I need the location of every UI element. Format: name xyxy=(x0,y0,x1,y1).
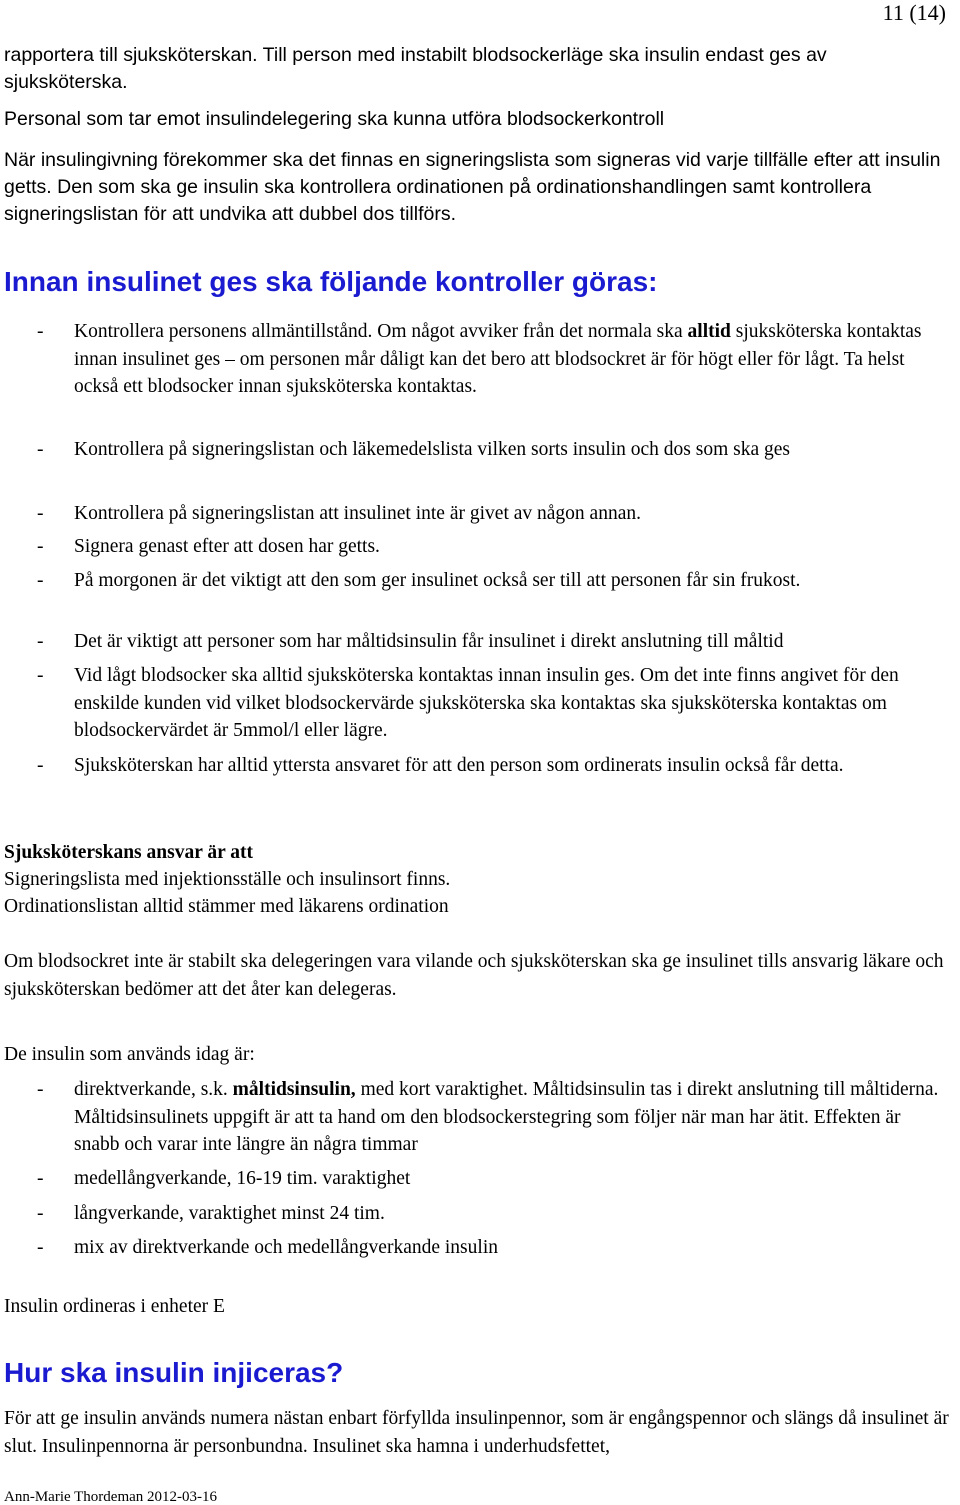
bullet-dash: - xyxy=(37,503,44,524)
list-item: - På morgonen är det viktigt att den som ger insulinet också ser till att personen får sin frukost. xyxy=(0,567,900,595)
list-item: - Det är viktigt att personer som har måltidsinsulin får insulinet i direkt anslutning till måltid xyxy=(0,628,948,656)
units-line: Insulin ordineras i enheter E xyxy=(4,1296,225,1317)
types-list xyxy=(0,1165,948,1193)
intro-paragraph-1: rapportera till sjuksköterskan. Till person med instabilt blodsockerläge ska insulin endast ges av sjuksköterska. xyxy=(4,44,827,93)
nurse-heading: Sjuksköterskans ansvar är att xyxy=(4,842,254,863)
bullet-dash: - xyxy=(37,1237,44,1258)
checks-list xyxy=(0,436,948,464)
bullet-dash: - xyxy=(37,536,44,557)
bullet-dash: - xyxy=(37,570,44,591)
list-item: - direktverkande, s.k. måltidsinsulin, med kort varaktighet. Måltidsinsulin tas i direkt anslutning till måltiderna. Måltidsinsulinets uppgift är att ta hand om den blodsockerstegring som följer när man har ätit. Effekten är snabb och varar inte längre än några timmar xyxy=(0,1076,948,1159)
checks-list xyxy=(0,500,948,528)
list-item: - Kontrollera på signeringslistan att insulinet inte är givet av någon annan. xyxy=(0,500,948,528)
list-item: - medellångverkande, 16-19 tim. varaktighet xyxy=(0,1165,948,1193)
bullet-dash: - xyxy=(37,439,44,460)
checks-list xyxy=(0,533,948,561)
types-list xyxy=(0,1200,948,1228)
checks-list xyxy=(0,662,948,745)
heading-before-insulin: Innan insulinet ges ska följande kontroller göras: xyxy=(4,266,658,297)
intro-paragraph-2: Personal som tar emot insulindelegering ska kunna utföra blodsockerkontroll xyxy=(4,108,665,130)
checks-list xyxy=(0,628,948,656)
types-list xyxy=(0,1076,948,1159)
types-list xyxy=(0,1234,948,1262)
list-item: - Kontrollera på signeringslistan och läkemedelslista vilken sorts insulin och dos som ska ges xyxy=(0,436,948,464)
bullet-dash: - xyxy=(37,1079,44,1100)
unstable-paragraph: Om blodsockret inte är stabilt ska delegeringen vara vilande och sjuksköterskan ska ge insulinet tills ansvarig läkare och sjuksköterskan bedömer att det åter kan delegeras. xyxy=(4,951,944,1000)
list-item: - Sjuksköterskan har alltid yttersta ansvaret för att den person som ordinerats insulin också får detta. xyxy=(0,752,880,780)
list-item: - Vid lågt blodsocker ska alltid sjuksköterska kontaktas innan insulin ges. Om det inte finns angivet för den enskilde kunden vid vilket blodsockervärde sjuksköterska ska kontaktas ska sjuksköterska kontaktas om blodsockervärdet är 5mmol/l eller lägre. xyxy=(0,662,948,745)
inject-paragraph: För att ge insulin används numera nästan enbart förfyllda insulinpennor, som är engångspennor och slängs då insulinet är slut. Insulinpennorna är personbundna. Insulinet ska hamna i underhudsfettet, xyxy=(4,1408,949,1457)
list-item: - långverkande, varaktighet minst 24 tim. xyxy=(0,1200,948,1228)
bullet-dash: - xyxy=(37,321,44,342)
nurse-line-1: Signeringslista med injektionsställe och insulinsort finns. xyxy=(4,869,451,890)
types-intro: De insulin som används idag är: xyxy=(4,1044,255,1065)
page-number: 11 (14) xyxy=(882,0,946,25)
checks-list xyxy=(0,752,880,780)
bullet-dash: - xyxy=(37,1203,44,1224)
bullet-dash: - xyxy=(37,631,44,652)
checks-list xyxy=(0,567,900,595)
bullet-dash: - xyxy=(37,1168,44,1189)
emphasis-text: måltidsinsulin, xyxy=(232,1079,356,1100)
list-item: - mix av direktverkande och medellångverkande insulin xyxy=(0,1234,948,1262)
heading-how-to-inject: Hur ska insulin injiceras? xyxy=(4,1357,344,1388)
intro-paragraph-3: När insulingivning förekommer ska det finnas en signeringslista som signeras vid varje tillfälle efter att insulin getts. Den som ska ge insulin ska kontrollera ordinationen på ordinationshandlingen samt kontrollera signeringslistan för att undvika att dubbel dos tillförs. xyxy=(4,149,941,225)
nurse-line-2: Ordinationslistan alltid stämmer med läkarens ordination xyxy=(4,896,449,917)
list-item: - Signera genast efter att dosen har getts. xyxy=(0,533,948,561)
checks-list xyxy=(0,318,948,401)
bullet-dash: - xyxy=(37,755,44,776)
list-item: - Kontrollera personens allmäntillstånd. Om något avviker från det normala ska alltid sjuksköterska kontaktas innan insulinet ges – om personen mår dåligt kan det bero att blodsockret är för högt eller för lågt. Ta helst också ett blodsocker innan sjuksköterska kontaktas. xyxy=(0,318,948,401)
bullet-dash: - xyxy=(37,665,44,686)
footer-author-date: Ann-Marie Thordeman 2012-03-16 xyxy=(4,1489,218,1505)
emphasis-text: alltid xyxy=(687,321,731,342)
